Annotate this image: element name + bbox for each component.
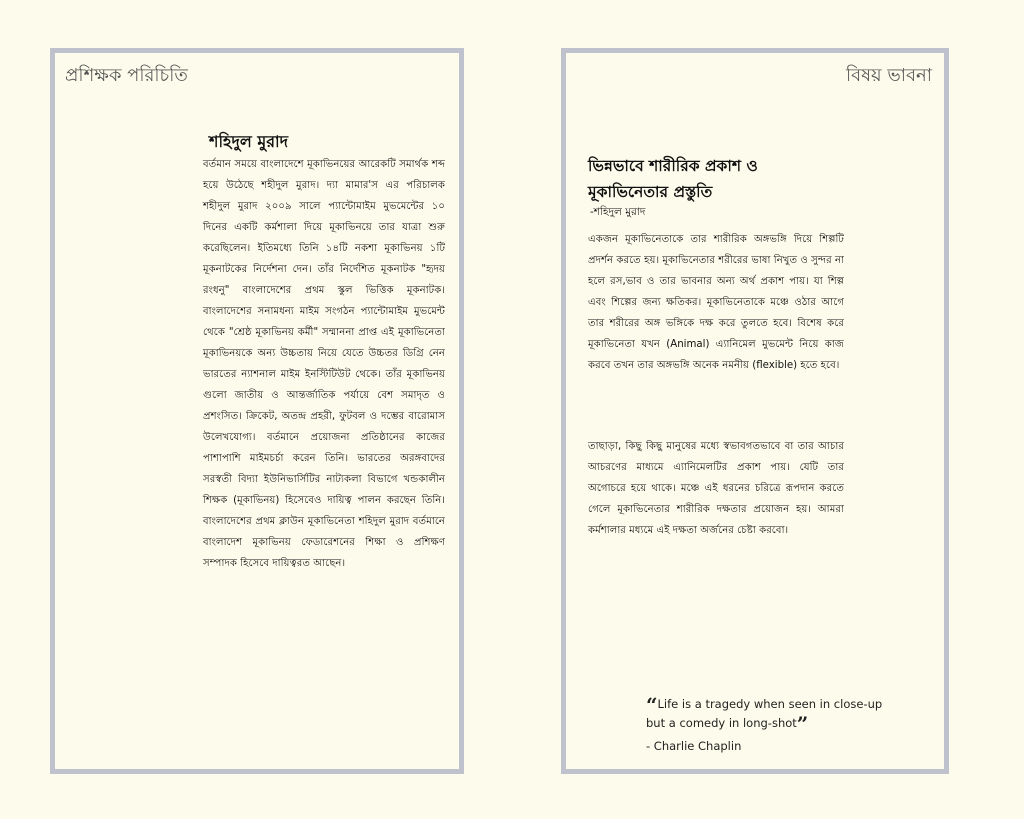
quote-open-mark: “	[646, 693, 658, 717]
chaplin-quote	[646, 693, 916, 736]
instructor-bio: বর্তমান সময়ে বাংলাদেশে মূকাভিনয়ের আরেকটি সমার্থক শব্দ হয়ে উঠেছে শহীদুল মুরাদ। দ্যা মামার'স এর পরিচালক শহীদুল মুরাদ ২০০৯ সালে প্যান্টোমাইম মুভমেন্টের ১০ দিনের একটি কর্মশালা দিয়ে মূকাভিনয়ে তার যাত্রা শুরু করেছিলেন। ইতিমধ্যে তিনি ১৪টি নকশা মূকাভিনয় ১টি মূকনাটকের নির্দেশনা দেন। তাঁর নির্দেশিত মূকনাটক "হৃদয় রংধনু" বাংলাদেশের প্রথম স্কুল ভিত্তিক মূকনাটক। বাংলাদেশের সনামধন্য মাইম সংগঠন প্যান্টোমাইম মুভমেন্ট থেকে "শ্রেষ্ঠ মূকাভিনয় কর্মী" সম্মাননা প্রাপ্ত এই মূকাভিনেতা মূকাভিনয়কে অন্য উচ্চতায় নিয়ে যেতে উচ্চতর ডিগ্রি নেন ভারতের ন্যাশনাল মাইম ইনস্টিটিউট থেকে। তাঁর মূকাভিনয় গুলো জাতীয় ও আন্তর্জাতিক পর্যায়ে বেশ সমাদৃত ও প্রশংসিত। ক্রিকেট, অতন্দ্র প্রহরী, ফুটবল ও দম্ভের বারোমাস উলেখযোগ্য। বর্তমানে প্রয়োজনা প্রতিষ্ঠানের কাজের পাশাপাশি মাইমচর্চা করেন তিনি। ভারতের অরঙ্গবাদের সরস্বতী বিদ্যা ইউনিভার্সিটির নাট্যকলা বিভাগে খন্ডকালীন শিক্ষক (মূকাভিনয়) হিসেবেও দায়িত্ব পালন করছেন তিনি।বাংলাদেশের প্রথম ক্লাউন মূকাভিনেতা শহিদুল মুরাদ বর্তমানে বাংলাদেশ মূকাভিনয় ফেডারেশনের শিক্ষা ও প্রশিক্ষণ সম্পাদক হিসেবে দায়িত্বরত আছেন।	[203, 159, 445, 569]
quote-author: - Charlie Chaplin	[646, 739, 742, 753]
right-page-header: বিষয় ভাবনা	[845, 65, 932, 86]
left-page-header: প্রশিক্ষক পরিচিতি	[65, 65, 188, 86]
right-page	[561, 48, 949, 774]
essay-title	[588, 153, 918, 205]
essay-paragraph-1: একজন মূকাভিনেতাকে তার শারীরিক অঙ্গভঙ্গি দিয়ে শিল্পটি প্রদর্শন করতে হয়। মূকাভিনেতার শরীরের ভাষা নিখুত ও সুন্দর না হলে রস,ভাব ও তার ভাবনার অন্য অর্থ প্রকাশ পায়। যা শিল্প এবং শিল্পের জন্য ক্ষতিকর। মূকাভিনেতাকে মঞ্চে ওঠার আগে তার শরীরের অঙ্গ ভঙ্গিকে দক্ষ করে তুলতে হবে। বিশেষ করে মূকাভিনেতা যখন (Animal) এ্যানিমেল মুভমেন্ট নিয়ে কাজ করবে তখন তার অঙ্গভঙ্গি অনেক নমনীয় (flexible) হতে হবে।	[588, 234, 844, 371]
quote-close-mark: ”	[796, 712, 809, 736]
quote-line-2: but a comedy in long-shot	[646, 716, 797, 730]
essay-author: -শহিদুল মুরাদ	[590, 206, 646, 218]
instructor-name: শহিদুল মুরাদ	[209, 132, 289, 151]
essay-title-line-1: ভিন্নভাবে শারীরিক প্রকাশ ও	[588, 157, 758, 175]
left-page	[50, 48, 464, 774]
quote-line-1: Life is a tragedy when seen in close-up	[657, 697, 883, 711]
essay-title-line-2: মূকাভিনেতার প্রস্তুতি	[588, 183, 713, 201]
essay-paragraph-2: তাছাড়া, কিছু কিছু মানুষের মধ্যে স্বভাবগতভাবে বা তার আচার আচরণের মাধ্যমে এ্যানিমেলটির প্রকাশ পায়। যেটি তার অগোচরে হয়ে থাকে। মঞ্চে এই ধরনের চরিত্রে রূপদান করতে গেলে মূকাভিনেতার শারীরিক দক্ষতার প্রয়োজন হয়। আমরা কর্মশালার মধ্যমে এই দক্ষতা অর্জনের চেষ্টা করবো।	[588, 441, 844, 536]
